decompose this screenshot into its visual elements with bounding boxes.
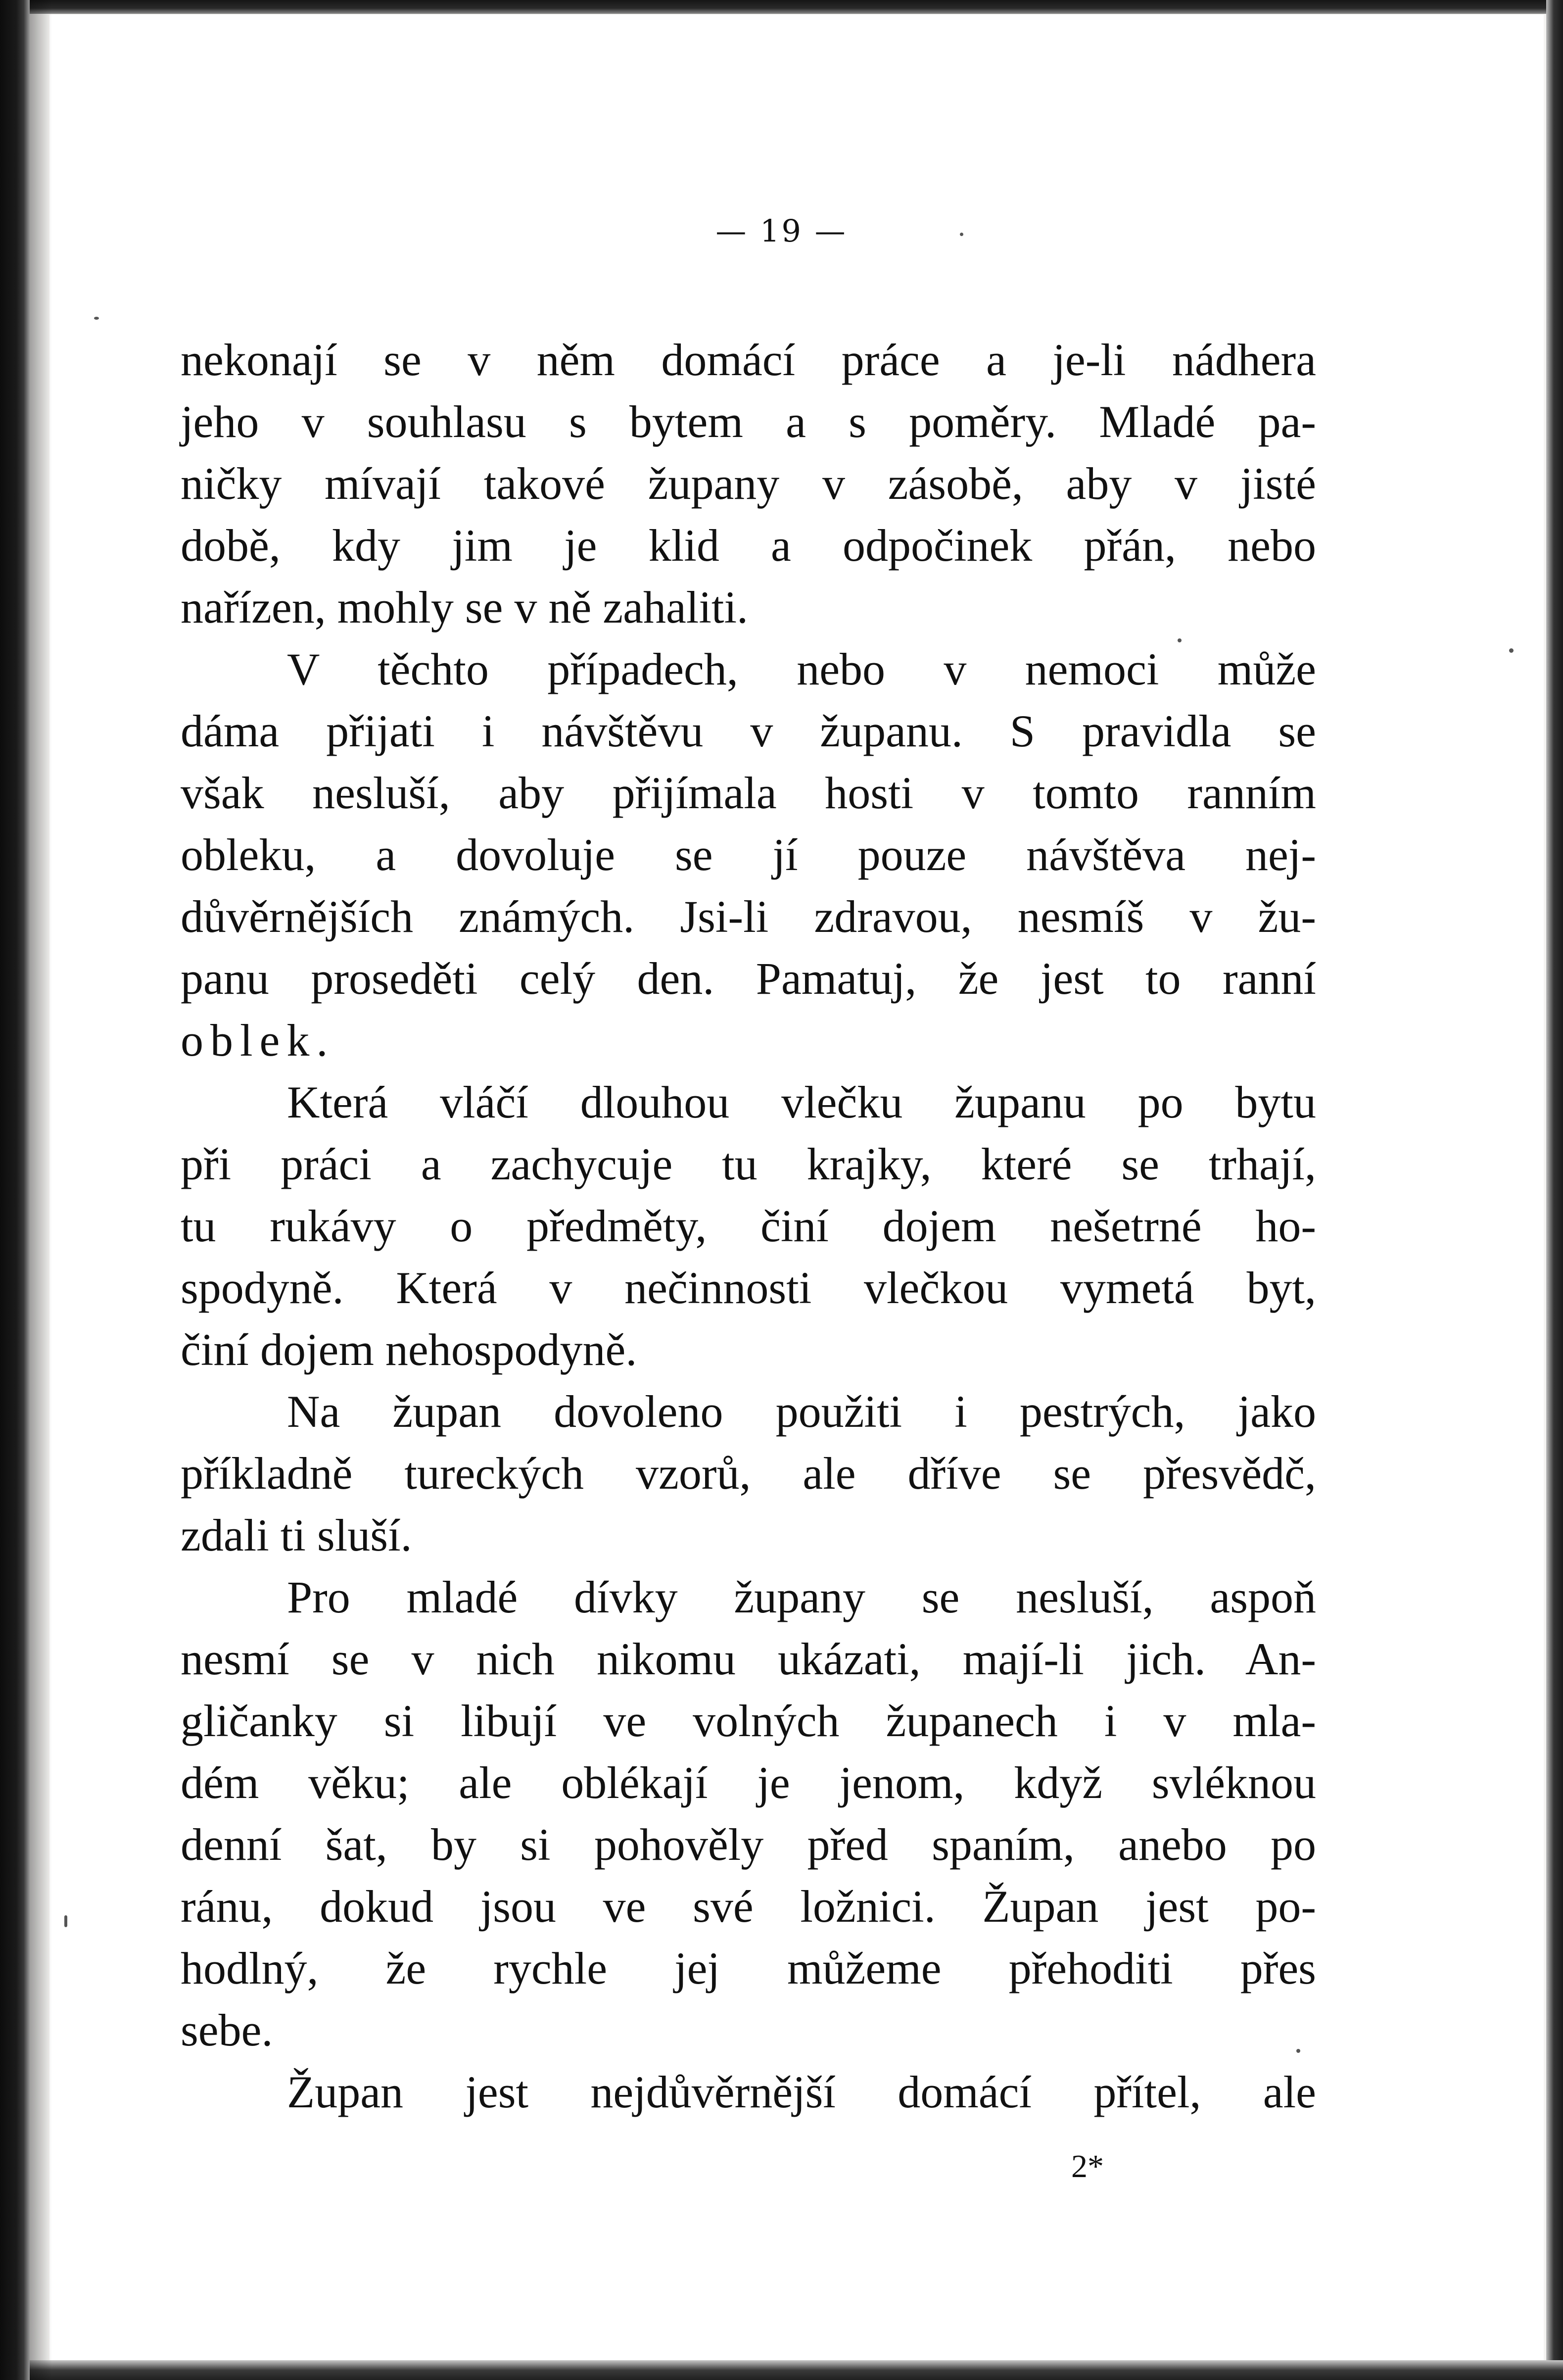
scan-speck xyxy=(64,1915,67,1927)
text-line: však nesluší, aby přijímala hosti v tomto ranním xyxy=(181,768,1316,818)
text-line: sebe. xyxy=(181,2005,273,2055)
text-line: oblek. xyxy=(181,1015,335,1066)
text-line: obleku, a dovoluje se jí pouze návštěva nej- xyxy=(181,829,1316,880)
text-line: nesmí se v nich nikomu ukázati, mají-li jich. An- xyxy=(181,1634,1316,1684)
text-line: při práci a zachycuje tu krajky, které se trhají, xyxy=(181,1139,1316,1189)
text-line: nařízen, mohly se v ně zahaliti. xyxy=(181,582,749,632)
text-line: Která vláčí dlouhou vlečku županu po bytu xyxy=(287,1077,1316,1127)
text-line: Na župan dovoleno použiti i pestrých, jako xyxy=(287,1386,1316,1437)
bottom-scan-border xyxy=(0,2360,1563,2380)
text-line: Župan jest nejdůvěrnější domácí přítel, ale xyxy=(287,2067,1316,2117)
text-line: spodyně. Která v nečinnosti vlečkou vymetá byt, xyxy=(181,1263,1316,1313)
scan-speck xyxy=(960,233,963,236)
text-line: hodlný, že rychle jej můžeme přehoditi přes xyxy=(181,1943,1316,1993)
right-scan-border xyxy=(1546,0,1563,2380)
page-number: — 19 — xyxy=(715,213,848,249)
scan-speck xyxy=(1509,648,1514,653)
text-line: příkladně tureckých vzorů, ale dříve se přesvědč, xyxy=(181,1448,1316,1499)
text-line: Pro mladé dívky župany se nesluší, aspoň xyxy=(287,1572,1316,1622)
text-line: panu proseděti celý den. Pamatuj, že jest to ranní xyxy=(181,953,1316,1004)
text-line: ničky mívají takové župany v zásobě, aby v jisté xyxy=(181,458,1316,509)
scan-speck xyxy=(1178,638,1182,642)
text-line: dáma přijati i návštěvu v županu. S pravidla se xyxy=(181,706,1316,756)
spine-shadow xyxy=(30,0,52,2380)
book-spine-edge xyxy=(0,0,30,2380)
text-line: gličanky si libují ve volných županech i v mla- xyxy=(181,1696,1316,1746)
text-line: zdali ti sluší. xyxy=(181,1510,412,1560)
text-line: V těchto případech, nebo v nemoci může xyxy=(287,644,1316,694)
scan-speck xyxy=(94,317,99,320)
top-scan-border xyxy=(0,0,1563,14)
scan-speck xyxy=(1296,2049,1300,2053)
text-line: nekonají se v něm domácí práce a je-li nádhera xyxy=(181,335,1316,385)
text-line: jeho v souhlasu s bytem a s poměry. Mladé pa- xyxy=(181,396,1316,447)
signature-mark: 2* xyxy=(1071,2148,1104,2185)
text-line: důvěrnějších známých. Jsi-li zdravou, nesmíš v žu- xyxy=(181,891,1316,942)
text-line: činí dojem nehospodyně. xyxy=(181,1324,637,1375)
text-line: době, kdy jim je klid a odpočinek přán, nebo xyxy=(181,520,1316,571)
body-text xyxy=(181,329,1316,2123)
text-line: denní šat, by si pohověly před spaním, anebo po xyxy=(181,1819,1316,1870)
text-line: tu rukávy o předměty, činí dojem nešetrné ho- xyxy=(181,1201,1316,1251)
text-line: ránu, dokud jsou ve své ložnici. Župan jest po- xyxy=(181,1881,1316,1932)
text-line: dém věku; ale oblékají je jenom, když svléknou xyxy=(181,1757,1316,1808)
